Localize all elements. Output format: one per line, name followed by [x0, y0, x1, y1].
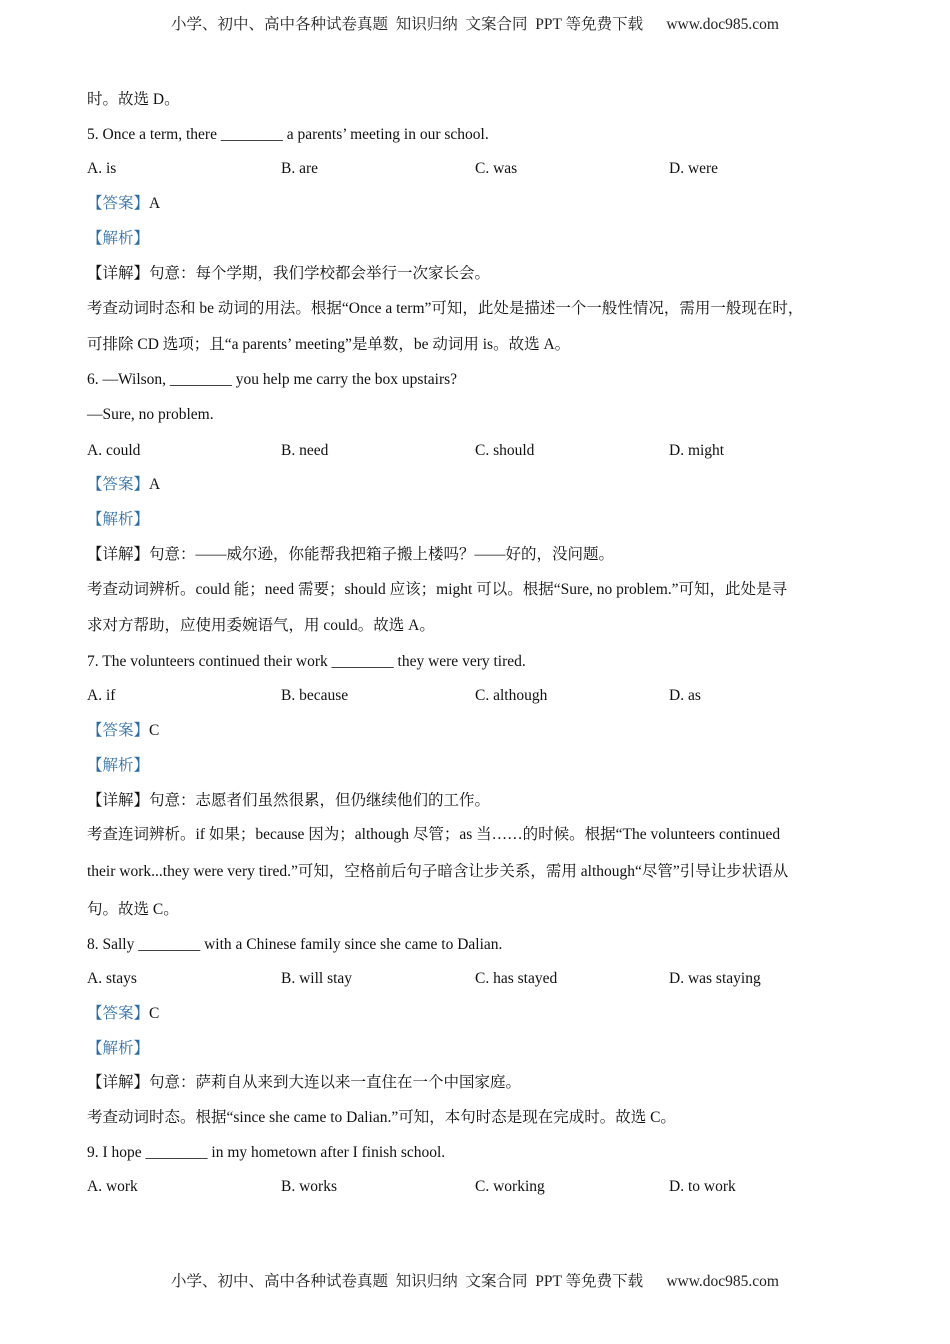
q7-option-d: D. as — [669, 687, 701, 704]
detail-label: 【详解】 — [87, 546, 150, 563]
answer-label: 【答案】 — [87, 195, 150, 212]
q6-option-b: B. need — [281, 442, 329, 459]
question-5-stem: 5. Once a term, there ________ a parents’ meeting in our school. — [87, 126, 489, 143]
detail-label: 【详解】 — [87, 265, 150, 282]
q6-option-d: D. might — [669, 442, 725, 459]
question-8-stem: 8. Sally ________ with a Chinese family since she came to Dalian. — [87, 936, 503, 953]
q6-option-a: A. could — [87, 442, 141, 459]
question-6-stem-reply: —Sure, no problem. — [87, 406, 214, 423]
q6-explanation-2: 求对方帮助，应使用委婉语气，用 could。故选 A。 — [87, 617, 435, 634]
answer-value: C — [149, 1005, 160, 1022]
page-header: 小学、初中、高中各种试卷真题 知识归纳 文案合同 PPT 等免费下载 www.doc985.com — [171, 16, 779, 33]
question-7-stem: 7. The volunteers continued their work ________ they were very tired. — [87, 653, 526, 670]
q5-option-c: C. was — [475, 160, 518, 177]
q7-analysis-label: 【解析】 — [87, 757, 150, 774]
q7-explanation-2: their work...they were very tired.”可知，空格前后句子暗含让步关系，需用 although“尽管”引导让步状语从 — [87, 863, 789, 880]
q5-option-d: D. were — [669, 160, 719, 177]
q8-option-d: D. was staying — [669, 970, 761, 987]
detail-text: 句意：每个学期，我们学校都会举行一次家长会。 — [149, 265, 491, 282]
lead-line: 时。故选 D。 — [87, 91, 180, 108]
q5-analysis-label: 【解析】 — [87, 230, 150, 247]
q7-answer — [87, 721, 159, 741]
q9-option-d: D. to work — [669, 1178, 736, 1195]
question-9-stem: 9. I hope ________ in my hometown after I finish school. — [87, 1144, 446, 1161]
page-footer: 小学、初中、高中各种试卷真题 知识归纳 文案合同 PPT 等免费下载 www.doc985.com — [171, 1273, 779, 1290]
q9-option-a: A. work — [87, 1178, 138, 1195]
q5-option-a: A. is — [87, 160, 117, 177]
q6-analysis-label: 【解析】 — [87, 511, 150, 528]
q8-answer — [87, 1004, 159, 1024]
detail-text: 句意：——威尔逊，你能帮我把箱子搬上楼吗？——好的，没问题。 — [149, 546, 615, 563]
answer-label: 【答案】 — [87, 476, 150, 493]
q7-explanation-1: 考查连词辨析。if 如果；because 因为；although 尽管；as 当……的时候。根据“The volunteers continued — [87, 826, 781, 843]
q6-detail — [87, 545, 614, 565]
q5-detail — [87, 264, 490, 284]
q8-analysis-label: 【解析】 — [87, 1040, 150, 1057]
q8-option-a: A. stays — [87, 970, 137, 987]
answer-label: 【答案】 — [87, 1005, 150, 1022]
q7-option-b: B. because — [281, 687, 349, 704]
q7-explanation-3: 句。故选 C。 — [87, 901, 179, 918]
q8-explanation-1: 考查动词时态。根据“since she came to Dalian.”可知，本句时态是现在完成时。故选 C。 — [87, 1109, 676, 1126]
q8-option-c: C. has stayed — [475, 970, 558, 987]
detail-label: 【详解】 — [87, 1074, 150, 1091]
q9-option-b: B. works — [281, 1178, 337, 1195]
q6-option-c: C. should — [475, 442, 535, 459]
detail-text: 句意：志愿者们虽然很累，但仍继续他们的工作。 — [149, 792, 491, 809]
q8-option-b: B. will stay — [281, 970, 353, 987]
q7-detail — [87, 791, 490, 811]
q7-option-a: A. if — [87, 687, 116, 704]
q6-explanation-1: 考查动词辨析。could 能；need 需要；should 应该；might 可以。根据“Sure, no problem.”可知，此处是寻 — [87, 581, 788, 598]
answer-value: C — [149, 722, 160, 739]
q5-answer — [87, 194, 160, 214]
detail-text: 句意：萨莉自从来到大连以来一直住在一个中国家庭。 — [149, 1074, 522, 1091]
answer-value: A — [149, 476, 161, 493]
answer-value: A — [149, 195, 161, 212]
q7-option-c: C. although — [475, 687, 548, 704]
question-6-stem: 6. —Wilson, ________ you help me carry the box upstairs? — [87, 371, 458, 388]
answer-label: 【答案】 — [87, 722, 150, 739]
q8-detail — [87, 1073, 521, 1093]
q6-answer — [87, 475, 160, 495]
q5-explanation-1: 考查动词时态和 be 动词的用法。根据“Once a term”可知，此处是描述一个一般性情况，需用一般现在时， — [87, 300, 804, 317]
q9-option-c: C. working — [475, 1178, 545, 1195]
detail-label: 【详解】 — [87, 792, 150, 809]
q5-option-b: B. are — [281, 160, 319, 177]
q5-explanation-2: 可排除 CD 选项；且“a parents’ meeting”是单数，be 动词用 is。故选 A。 — [87, 336, 571, 353]
